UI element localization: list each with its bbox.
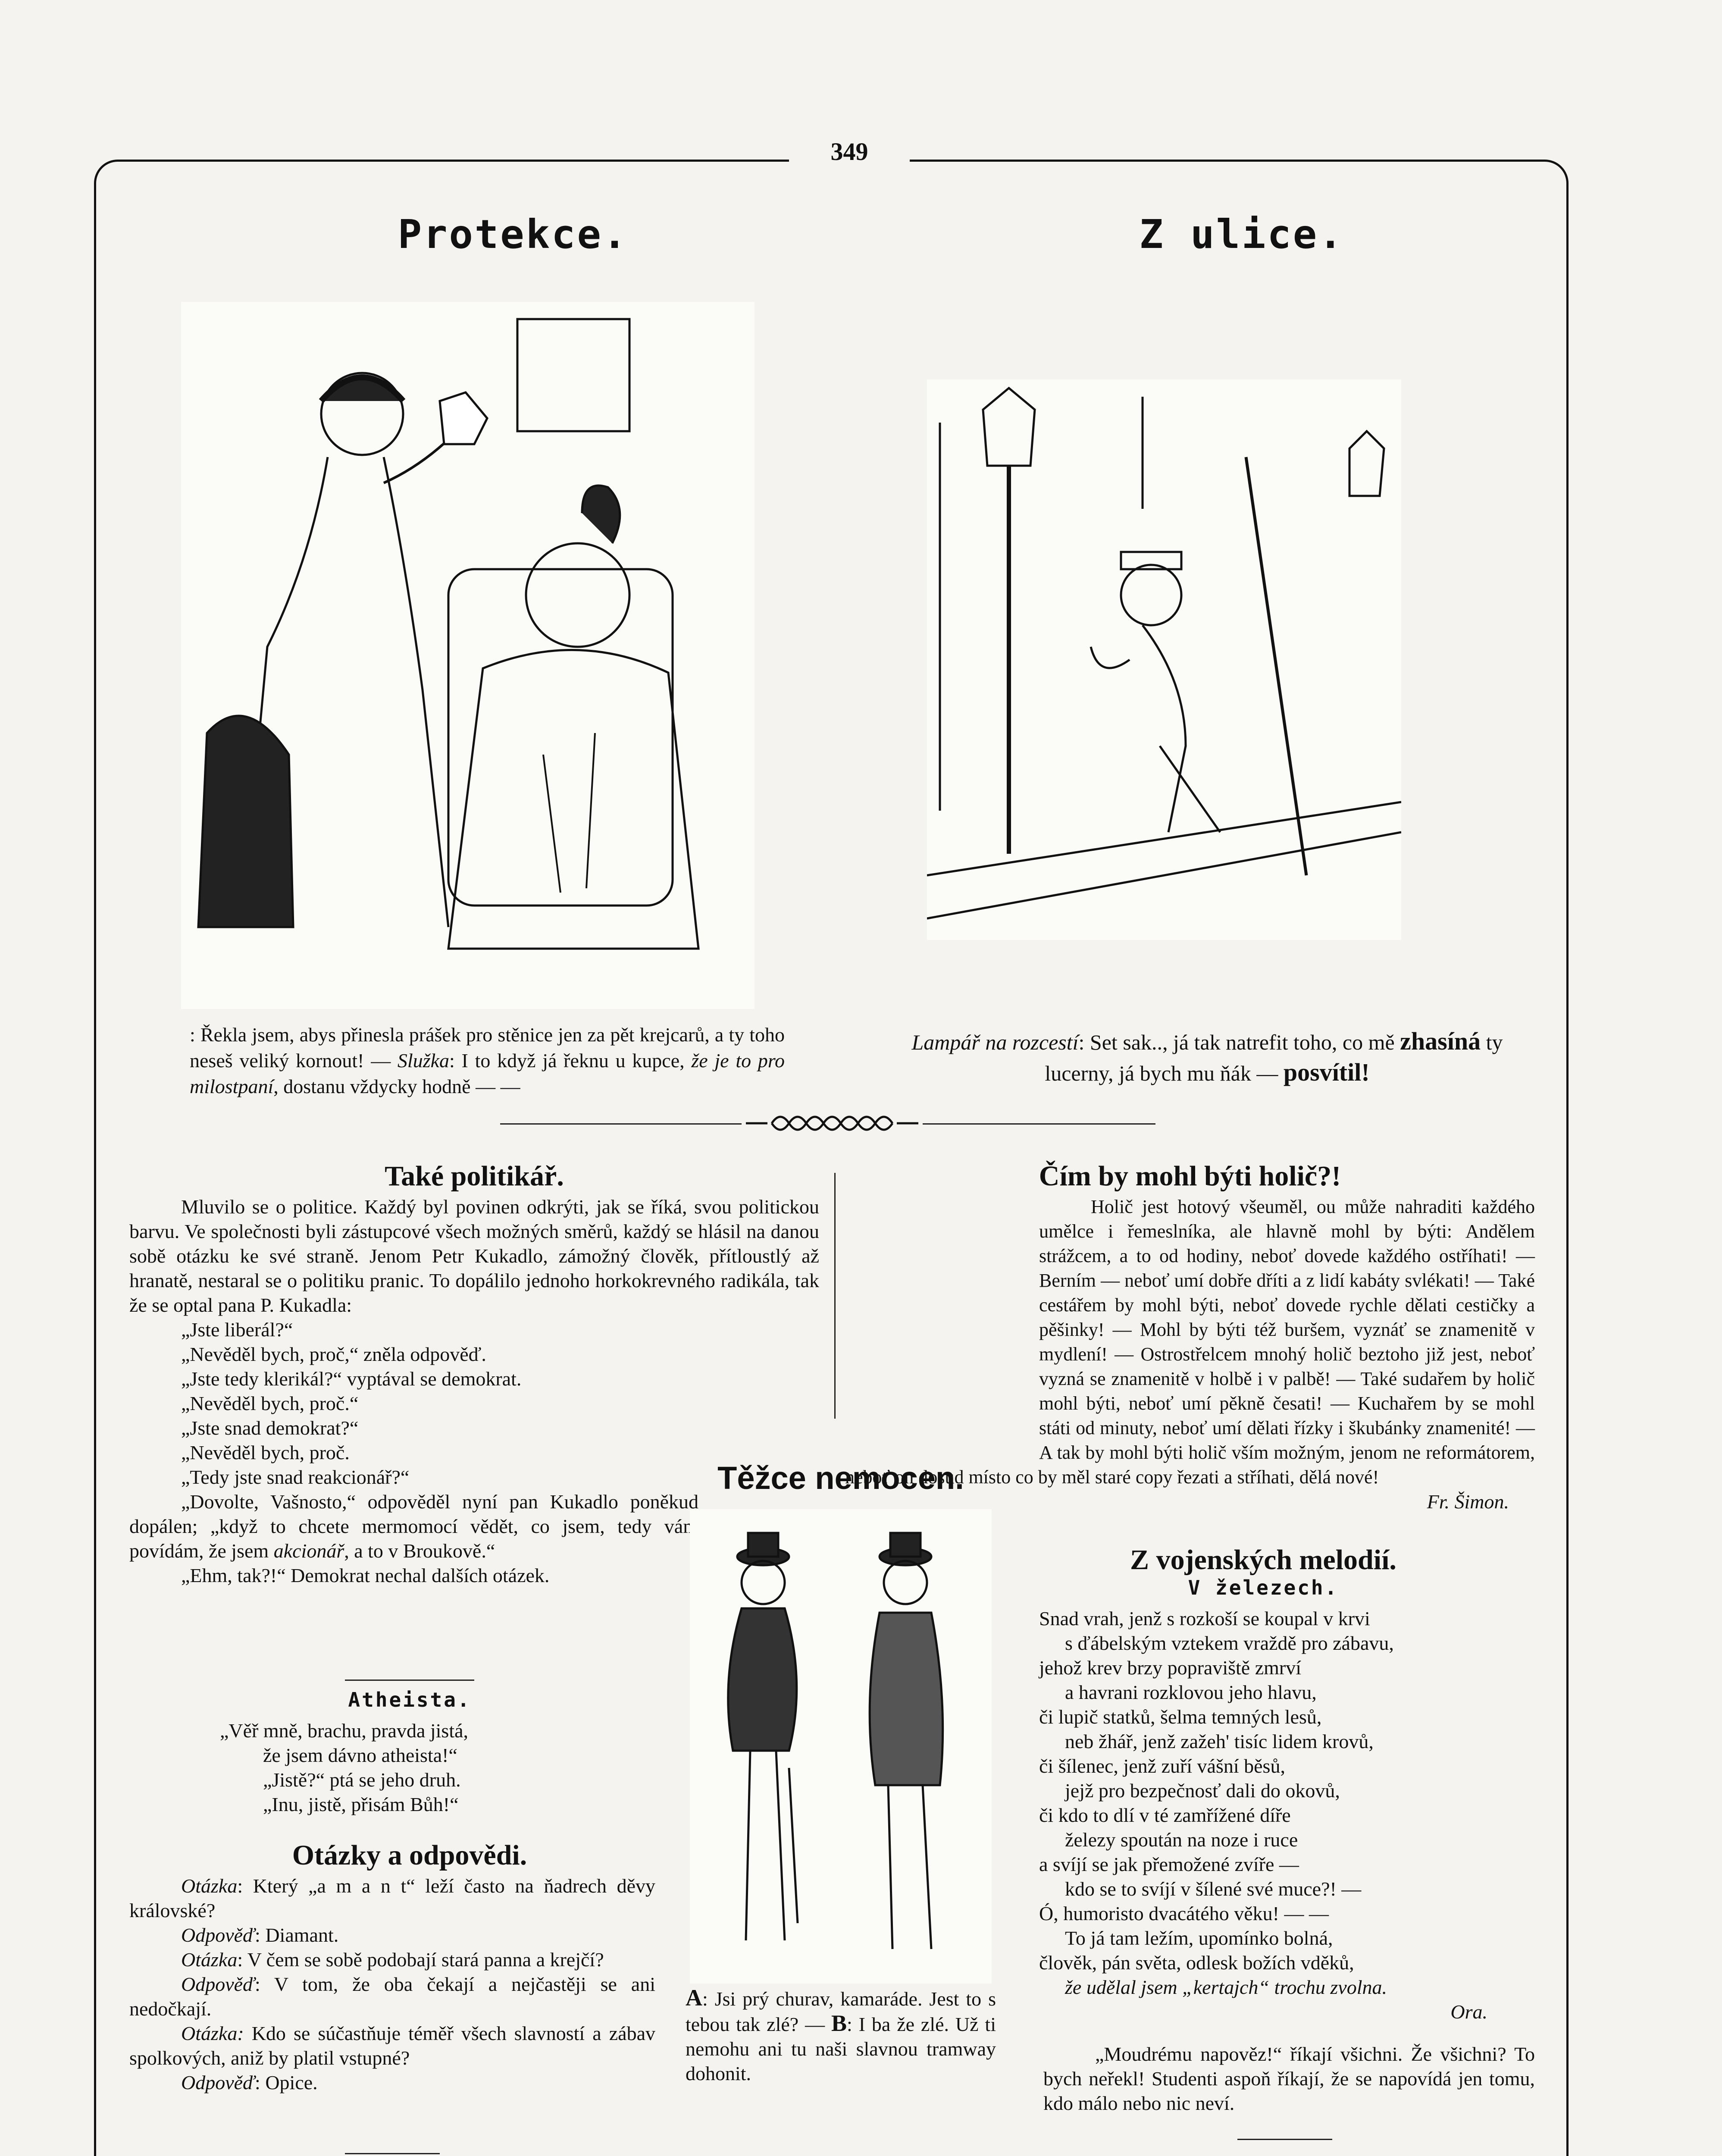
heading-otazky: Otázky a odpovědi. bbox=[292, 1839, 527, 1871]
dialogue-lines: „Jste liberál?“ „Nevěděl bych, proč,“ zněla odpověď. „Jste tedy klerikál?“ vyptával se demokrat. „Nevěděl bych, proč.“ „Jste snad demokrat?“ „Nevěděl bych, proč. „Tedy jste snad reakcionář?“ bbox=[181, 1319, 522, 1488]
short-rule bbox=[345, 1680, 474, 1681]
heading-take-politikar: Také politikář. bbox=[385, 1160, 564, 1192]
caption-z-ulice: Lampář na rozcestí: Set sak.., já tak natrefit toho, co mě zhasíná ty lucerny, já bych mu ňák — posvítil! bbox=[911, 1027, 1503, 1086]
subheading-v-zelezech: V železech. bbox=[1188, 1576, 1339, 1599]
heading-tezce-nemocen: Těžce nemocen. bbox=[717, 1460, 964, 1496]
article-take-politikar: Mluvilo se o politice. Každý byl povinen odkrýti, jak se říká, svou politickou barvu. Ve společnosti byli zástupcové všech možných směrů, každý se hlásil na danou sobě otázku ke své straně. Jenom Petr Kukadlo, zámožný člověk, přítloustlý až hranatě, nestaral se o politiku pranic. To dopálilo jednoho horkokrevného radikála, tak že se optal pana P. Kukadla: „Jste liberál?“ „Nevěděl bych, proč,“ zněla odpověď. „Jste tedy klerikál?“ vyptával se demokrat. „Nevěděl bych, proč.“ „Jste snad demokrat?“ „Nevěděl bych, proč. „Tedy jste snad reakcionář?“ „Dovolte, Vašnosto,“ odpověděl nyní pan Kukadlo poněkud dopálen; „když to chcete mermomocí vědět, co jsem, tedy vám povídám, že jsem akcionář, a to v Broukově.“ „Ehm, tak?!“ Demokrat nechal dalších otázek. bbox=[129, 1196, 819, 1586]
cartoon-protekce-illustration bbox=[181, 302, 755, 1009]
heading-vojenske-melodie: Z vojenských melodií. bbox=[1130, 1544, 1396, 1576]
street-lamp-right bbox=[1349, 431, 1384, 496]
poem-v-zelezech: Snad vrah, jenž s rozkoší se koupal v krvi s ďábelským vztekem vraždě pro zábavu, jehož krev brzy popraviště zmrví a havrani rozklovou jeho hlavu, či lupič statků, šelma temných lesů, neb žhář, jenž zažeh' tisíc lidem krovů, či šílenec, jenž zuří vášní běsů, jejž pro bezpečnosť dali do okovů, či kdo to dlí v té zamřížené díře železy spoután na noze i ruce a svíjí se jak přemožené zvíře — kdo se to svíjí v šílené své muce?! — Ó, humoristo dvacátého věku! — — To já tam ležím, upomínko bolná, člověk, pán světa, odlesk božích vděků, že udělal jsem „kertajch“ trochu zvolna. Ora. bbox=[1039, 1606, 1556, 2024]
lamplighter-pole bbox=[1246, 457, 1306, 875]
lamplighter-head bbox=[1121, 565, 1181, 625]
author-ora: Ora. bbox=[1450, 2001, 1487, 2023]
cartoon-title-z-ulice: Z ulice. bbox=[1139, 211, 1344, 257]
column-separator bbox=[834, 1173, 836, 1419]
author-simon: Fr. Šimon. bbox=[1427, 1491, 1509, 1513]
heading-atheista: Atheista. bbox=[348, 1688, 471, 1711]
page-number: 349 bbox=[789, 137, 910, 166]
ornament-divider bbox=[742, 1108, 923, 1138]
cartoon-title-protekce: Protekce. bbox=[398, 211, 629, 257]
poem-atheista: „Věř mně, brachu, pravda jistá, že jsem dávno atheista!“ „Jistě?“ ptá se jeho druh. „Inu, jistě, přisám Bůh!“ bbox=[220, 1720, 469, 1815]
street-lamp-left bbox=[983, 388, 1035, 466]
qa-list: Otázka: Který „a m a n t“ leží často na ňadrech děvy královské? Odpověď: Diamant. Otázka: V čem se sobě podobají stará panna a krejčí? Odpověď: V tom, že oba čekají a nejčastěji se ani nedočkají. Otázka: Kdo se súčastňuje téměř všech slavností a zábav spolkových, aniž by platil vstupné? Odpověď: Opice. bbox=[129, 1875, 655, 2093]
lady-head bbox=[526, 543, 629, 647]
end-rule-right bbox=[1237, 2139, 1332, 2140]
caption-protekce: : Řekla jsem, abys přinesla prášek pro stěnice jen za pět krejcarů, a ty toho neseš veliký kornout! — Služka: I to když já řeknu u kupce, že je to pro milostpaní, dostanu vždycky hodně — — bbox=[190, 1024, 785, 1097]
dialogue-tezce-nemocen: A: Jsi prý churav, kamaráde. Jest to s tebou tak zlé? — B: I ba že zlé. Už ti nemohu ani tu naši slavnou tramway dohonit. bbox=[686, 1985, 996, 2084]
heading-cim-by-mohl: Čím by mohl býti holič?! bbox=[1039, 1160, 1341, 1192]
article-holic: Holič jest hotový všeuměl, ou může nahraditi každého umělce i řemeslníka, ale hlavně mohl by býti: Andělem strážcem, a to od hodiny, neboť dovede každého ostříhati! — Berním — neboť umí dobře dříti a z lidí kabáty svlékati! — Také cestářem by mohl býti, neboť dovede rychle dělati cestičky a pěšinky! — Mohl by býti též buršem, vyznáť se znamenitě v mydlení! — Ostrostřelcem mnohý holič beztoho již jest, neboť vyzná se znamenitě v holbě i v palbě! — Také sudařem by holič mohl býti, neboť umí pěkně česati! — Kuchařem by se mohl státi od minuty, neboť umí dělati řízky i škubánky znamenité! — A tak by mohl býti holič vším možným, jenom ne reformátorem, neboť on dosud místo co by měl staré copy řezati a stříhati, dělá nové! Fr. Šimon. bbox=[845, 1194, 1535, 1841]
caption-speaker-sluzka: Služka bbox=[397, 1050, 450, 1072]
cartoon-z-ulice-illustration bbox=[927, 379, 1401, 940]
article-moudremu: „Moudrému napověz!“ říkají všichni. Že všichni? To bych neřekl! Studenti aspoň říkají, že se napovídá jen tomu, kdo málo nebo nic neví. bbox=[1043, 2043, 1535, 2114]
end-rule-left bbox=[345, 2153, 440, 2154]
